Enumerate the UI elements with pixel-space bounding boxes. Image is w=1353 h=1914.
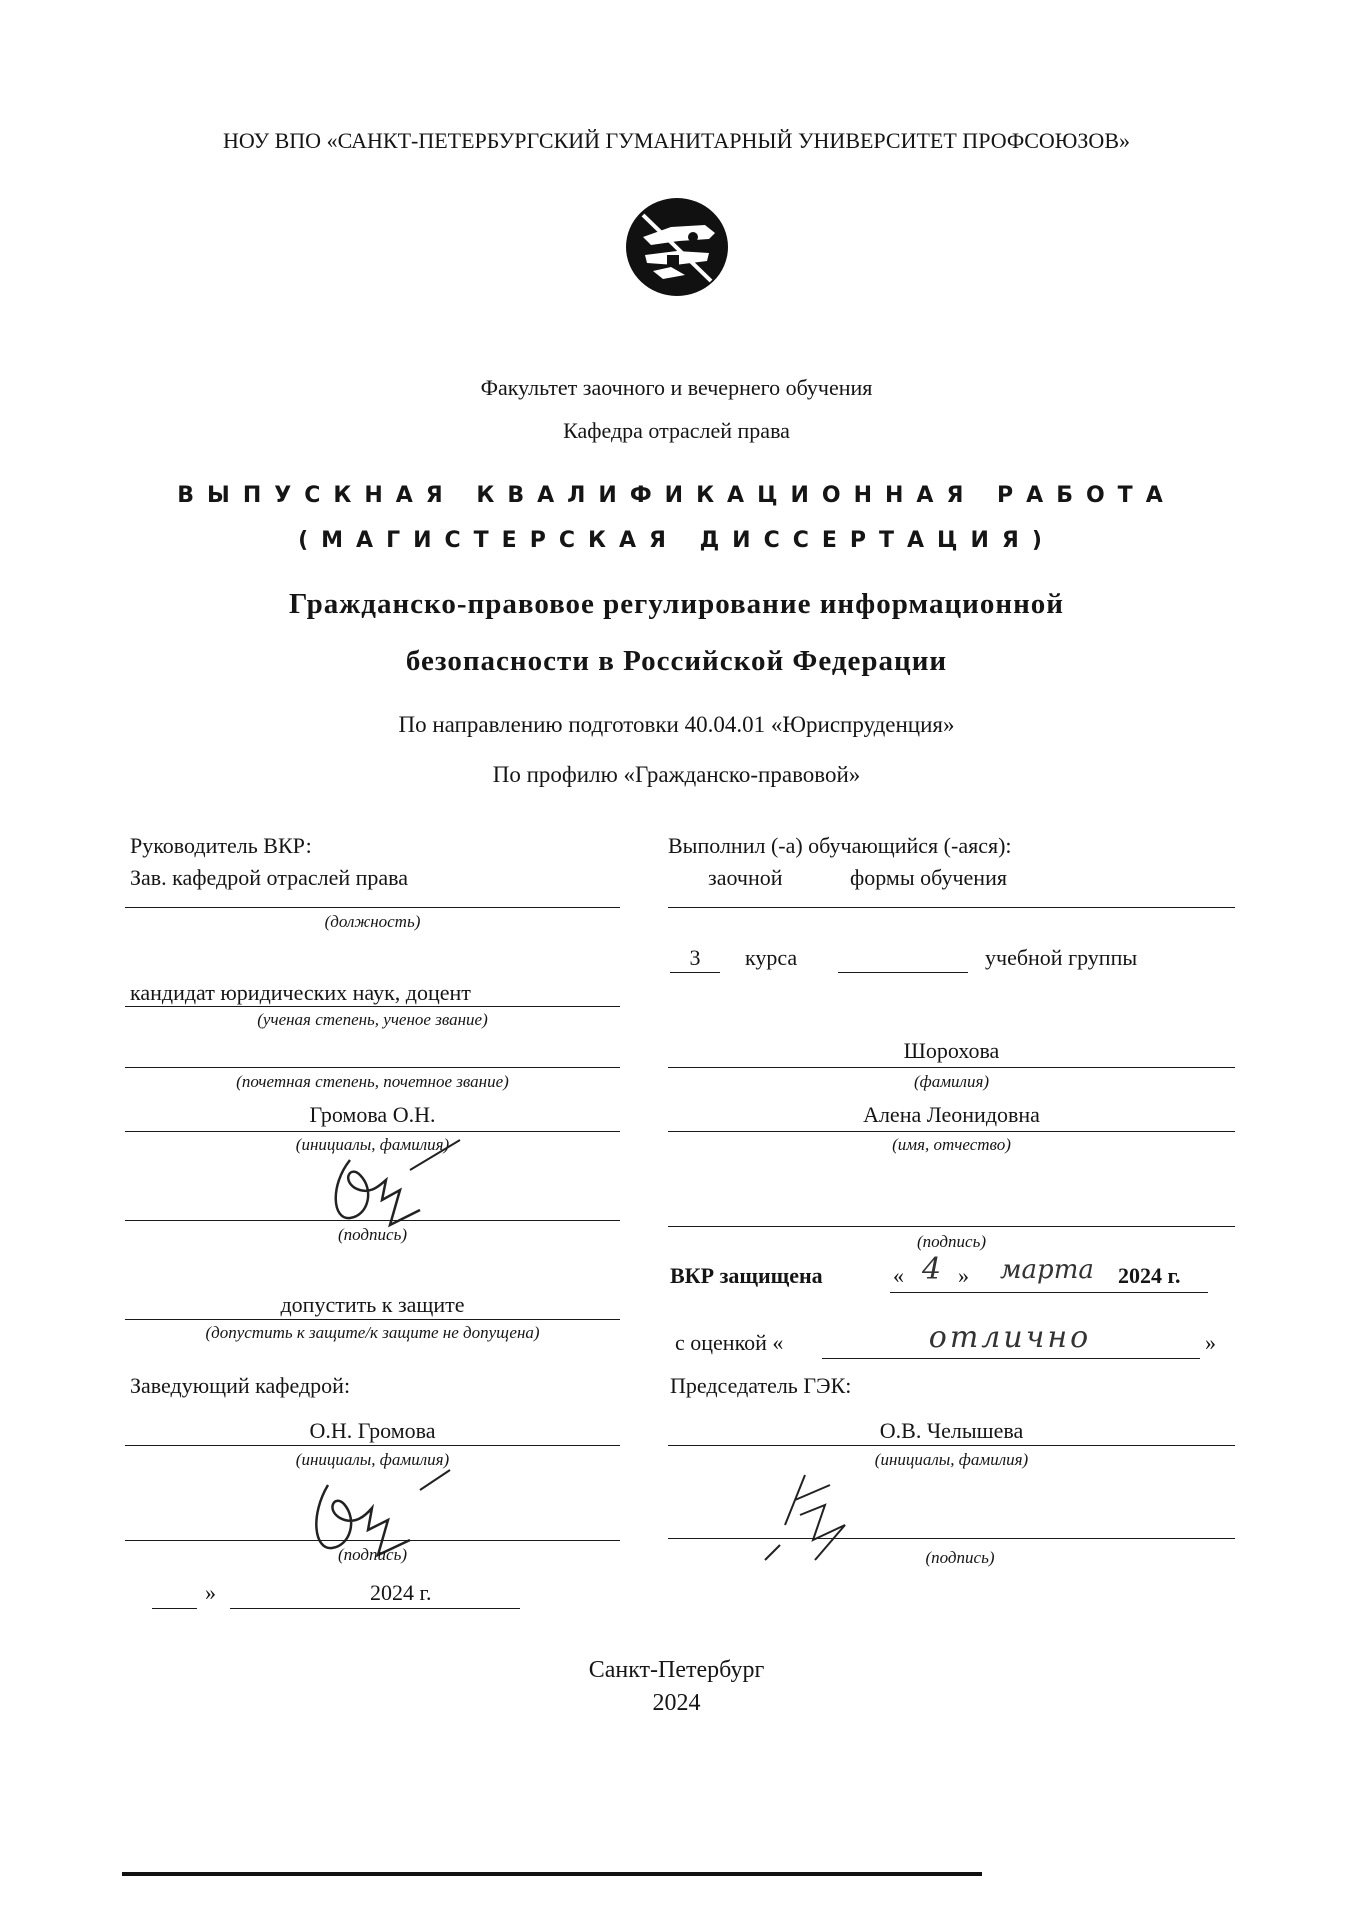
supervisor-degree: кандидат юридических наук, доцент: [130, 980, 471, 1005]
student-given-names-caption: (имя, отчество): [892, 1135, 1011, 1154]
student-surname: Шорохова: [903, 1038, 1000, 1063]
student-signature-line: [668, 1226, 1235, 1227]
chair-name: О.В. Челышева: [879, 1418, 1024, 1443]
chair-signature-caption: (подпись): [925, 1548, 995, 1567]
admission-decision: допустить к защите: [280, 1292, 465, 1317]
head-of-department-label: Заведующий кафедрой:: [130, 1373, 351, 1398]
supervisor-signature-caption: (подпись): [338, 1225, 407, 1244]
supervisor-position-line: [125, 907, 620, 908]
admission-decision-caption: (допустить к защите/к защите не допущена): [205, 1323, 540, 1342]
admission-date-line: [230, 1608, 520, 1609]
defense-label: ВКР защищена: [670, 1263, 823, 1288]
chair-name-caption: (инициалы, фамилия): [874, 1450, 1029, 1469]
grade-close-quote: »: [1205, 1330, 1216, 1355]
group-number-line: [838, 972, 968, 973]
study-direction: По направлению подготовки 40.04.01 «Юриспруденция»: [398, 712, 955, 737]
faculty: Факультет заочного и вечернего обучения: [480, 375, 873, 400]
supervisor-position-caption: (должность): [324, 912, 421, 931]
admission-date-year: 2024 г.: [370, 1580, 432, 1605]
supervisor-honorary-line: [125, 1067, 620, 1068]
footer-year: 2024: [652, 1690, 701, 1716]
chair-signature-line: [668, 1538, 1235, 1539]
work-subtype: (МАГИСТЕРСКАЯ ДИССЕРТАЦИЯ): [298, 528, 1055, 553]
student-signature-caption: (подпись): [917, 1232, 986, 1251]
defense-date-line: [890, 1292, 1208, 1293]
admission-date-quote: »: [205, 1580, 216, 1605]
supervisor-heading: Руководитель ВКР:: [130, 833, 312, 858]
defense-day: 4: [922, 1252, 942, 1287]
defense-open-quote: «: [893, 1263, 904, 1288]
study-form-word2: формы обучения: [850, 865, 1007, 890]
student-surname-caption: (фамилия): [913, 1072, 990, 1091]
student-given-names-line: [668, 1131, 1235, 1132]
course-number-line: [670, 972, 720, 973]
head-of-department-name: О.Н. Громова: [309, 1418, 436, 1443]
thesis-title-line2: безопасности в Российской Федерации: [405, 645, 948, 677]
defense-year: 2024 г.: [1118, 1263, 1181, 1288]
student-given-names: Алена Леонидовна: [863, 1102, 1040, 1127]
admission-decision-line: [125, 1319, 620, 1320]
chair-name-line: [668, 1445, 1235, 1446]
course-label: курса: [745, 945, 798, 970]
institution-name: НОУ ВПО «САНКТ-ПЕТЕРБУРГСКИЙ ГУМАНИТАРНЫЙ УНИВЕРСИТЕТ ПРОФСОЮЗОВ»: [223, 128, 1130, 153]
group-label: учебной группы: [985, 945, 1138, 970]
grade-label: с оценкой «: [675, 1330, 784, 1355]
head-name-caption: (инициалы, фамилия): [295, 1450, 450, 1469]
scan-edge-line: [122, 1872, 982, 1876]
supervisor-degree-caption: (ученая степень, ученое звание): [257, 1010, 488, 1029]
student-heading: Выполнил (-а) обучающийся (-аяся):: [668, 833, 1012, 858]
course-number: 3: [689, 945, 701, 970]
admission-day-line: [152, 1608, 197, 1609]
department: Кафедра отраслей права: [563, 418, 790, 443]
grade-line: [822, 1358, 1200, 1359]
supervisor-name-caption: (инициалы, фамилия): [295, 1135, 450, 1154]
supervisor-name-line: [125, 1131, 620, 1132]
supervisor-position: Зав. кафедрой отраслей права: [130, 865, 409, 890]
student-surname-line: [668, 1067, 1235, 1068]
head-signature-line: [125, 1540, 620, 1541]
study-profile: По профилю «Гражданско-правовой»: [492, 762, 861, 787]
defense-close-quote: »: [958, 1263, 969, 1288]
university-emblem-icon: [623, 195, 731, 299]
supervisor-honorary-caption: (почетная степень, почетное звание): [236, 1072, 509, 1091]
defense-month: марта: [1000, 1255, 1094, 1285]
footer-city: Санкт-Петербург: [588, 1657, 765, 1683]
study-form-word1: заочной: [708, 865, 783, 890]
thesis-title-line1: Гражданско-правовое регулирование информационной: [289, 588, 1064, 620]
study-form-line: [668, 907, 1235, 908]
work-type: ВЫПУСКНАЯ КВАЛИФИКАЦИОННАЯ РАБОТА: [177, 483, 1176, 508]
chair-label: Председатель ГЭК:: [670, 1373, 852, 1398]
supervisor-degree-line: [125, 1006, 620, 1007]
supervisor-name: Громова О.Н.: [309, 1102, 436, 1127]
head-signature-caption: (подпись): [338, 1545, 407, 1564]
head-name-line: [125, 1445, 620, 1446]
grade-value: отлично: [928, 1320, 1092, 1355]
supervisor-signature-line: [125, 1220, 620, 1221]
